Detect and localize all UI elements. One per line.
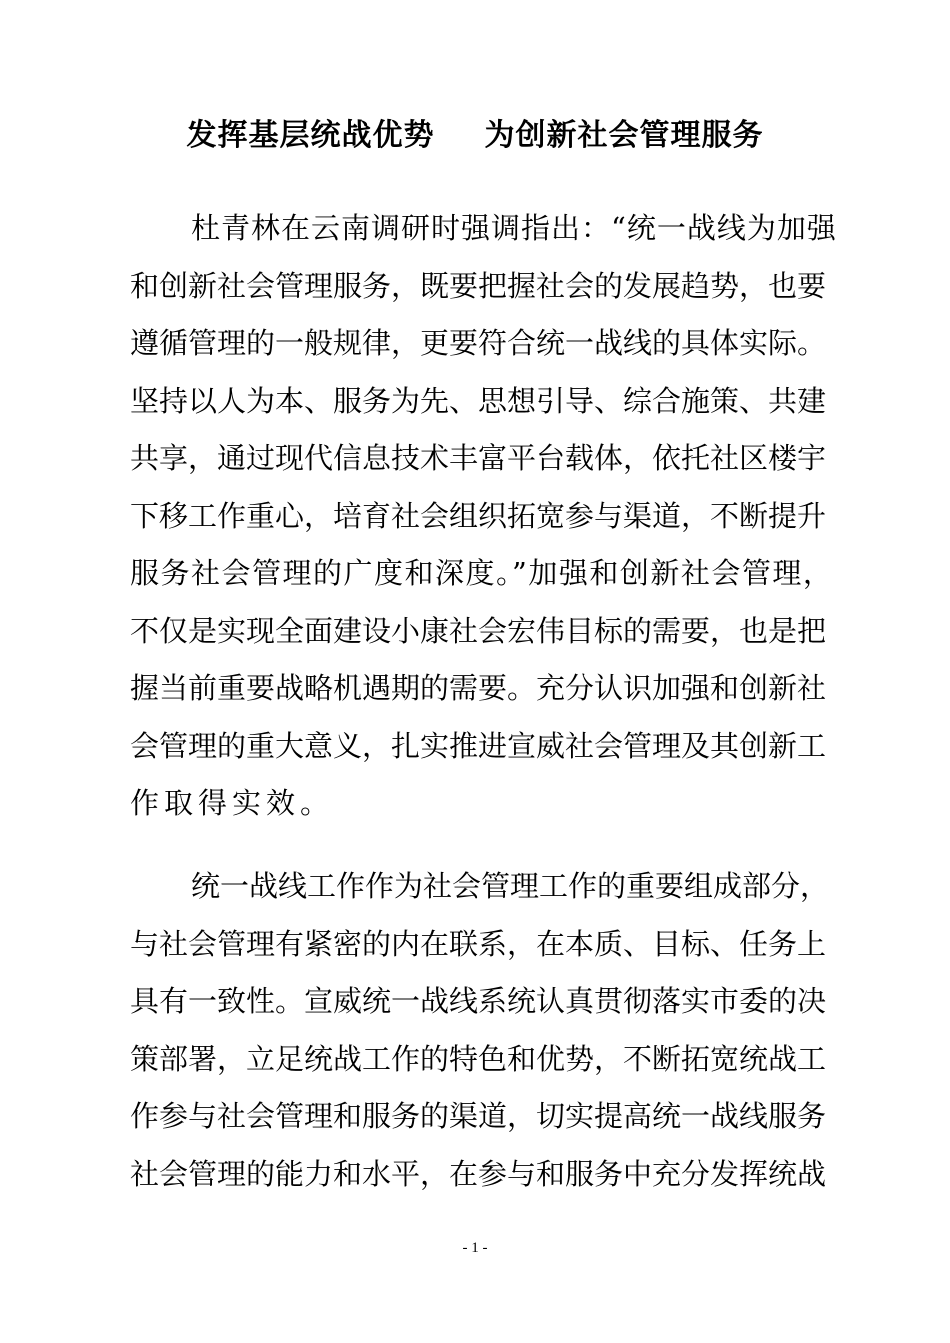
paragraph-line: 不仅是实现全面建设小康社会宏伟目标的需要，也是把 — [130, 613, 827, 648]
paragraph-line: 和创新社会管理服务，既要把握社会的发展趋势，也要 — [130, 268, 827, 303]
paragraph-line: 策部署，立足统战工作的特色和优势，不断拓宽统战工 — [130, 1041, 827, 1076]
paragraph-line: 共享，通过现代信息技术丰富平台载体，依托社区楼宇 — [130, 441, 827, 475]
paragraph-line: 社会管理的能力和水平，在参与和服务中充分发挥统战 — [130, 1156, 827, 1191]
paragraph-line: 与社会管理有紧密的内在联系，在本质、目标、任务上 — [130, 926, 827, 961]
paragraph-line: 服务社会管理的广度和深度。”加强和创新社会管理， — [130, 556, 834, 590]
paragraph-line: 具有一致性。宣威统一战线系统认真贯彻落实市委的决 — [130, 984, 827, 1018]
paragraph-line: 作参与社会管理和服务的渠道，切实提高统一战线服务 — [130, 1099, 827, 1133]
paragraph-line: 坚持以人为本、服务为先、思想引导、综合施策、共建 — [130, 383, 827, 418]
paragraph-line: 统一战线工作作为社会管理工作的重要组成部分， — [191, 869, 830, 903]
document-title — [0, 114, 950, 158]
title-part-2: 为创新社会管理服务 — [484, 118, 764, 153]
paragraph-line: 作取得实效。 — [130, 786, 335, 820]
paragraph-line: 下移工作重心，培育社会组织拓宽参与渠道，不断提升 — [130, 498, 827, 533]
paragraph-line: 遵循管理的一般规律，更要符合统一战线的具体实际。 — [130, 326, 827, 360]
paragraph-line: 会管理的重大意义，扎实推进宣威社会管理及其创新工 — [130, 728, 827, 763]
paragraph-line: 杜青林在云南调研时强调指出：“统一战线为加强 — [191, 211, 837, 245]
page-number: - 1 - — [462, 1240, 488, 1256]
title-part-1: 发挥基层统战优势 — [186, 118, 435, 153]
paragraph-line: 握当前重要战略机遇期的需要。充分认识加强和创新社 — [130, 671, 827, 705]
paragraph-2 — [130, 858, 837, 1203]
paragraph-1 — [130, 200, 837, 833]
